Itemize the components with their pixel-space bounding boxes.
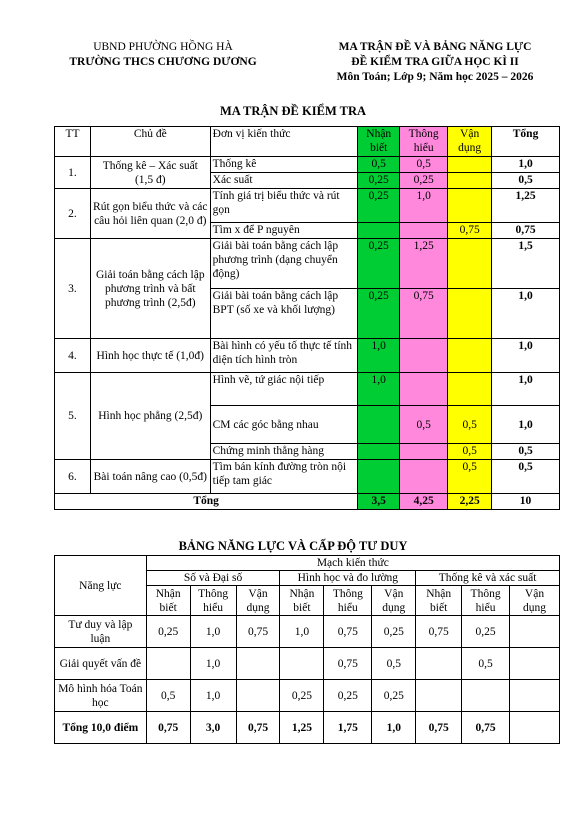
apply-value: [448, 173, 492, 189]
total-recognize: 3,5: [358, 494, 400, 510]
cell-value: 0,25: [280, 680, 324, 712]
table-row: [55, 648, 560, 680]
apply-value: [448, 339, 492, 373]
cell-value: [280, 648, 324, 680]
cell-value: 0,5: [372, 648, 416, 680]
level-header: Vận dụng: [372, 586, 416, 616]
row-total: 0,5: [492, 460, 560, 494]
cell-value: [146, 648, 190, 680]
recognize-value: 0,25: [358, 173, 400, 189]
cell-value: 1,0: [190, 648, 236, 680]
competency-name: Tư duy và lập luận: [55, 616, 147, 648]
apply-value: 0,5: [448, 460, 492, 494]
table-header-row: [55, 127, 560, 157]
row-total: 1,0: [492, 373, 560, 406]
matrix-title: MA TRẬN ĐỀ KIỂM TRA: [219, 104, 367, 118]
doc-title: MA TRẬN ĐỀ VÀ BẢNG NĂNG LỰC: [338, 41, 532, 53]
understand-value: 0,5: [400, 406, 448, 444]
cell-value: 1,0: [190, 680, 236, 712]
apply-value: [448, 189, 492, 223]
knowledge-unit: Thống kê: [210, 157, 358, 173]
cell-value: 0,75: [462, 712, 510, 744]
totals-label: Tổng: [55, 494, 358, 510]
understand-value: 1,25: [400, 239, 448, 289]
group-header: Thống kê và xác suất: [416, 571, 560, 586]
topic-number: 2.: [55, 189, 91, 239]
table-row: [55, 339, 560, 373]
cell-value: [510, 712, 560, 744]
knowledge-unit: CM các góc bằng nhau: [210, 406, 358, 444]
topic-number: 3.: [55, 239, 91, 339]
row-total: 1,25: [492, 189, 560, 223]
row-total: 0,75: [492, 223, 560, 239]
recognize-value: 1,0: [358, 373, 400, 406]
row-total: 1,0: [492, 289, 560, 339]
topic-number: 1.: [55, 157, 91, 189]
row-total: 1,0: [492, 157, 560, 173]
topic-name: Giải toán bằng cách lập phương trình và bất phương trình (2,5đ): [90, 239, 210, 339]
competency-total-label: Tổng 10,0 điểm: [55, 712, 147, 744]
cell-value: [416, 648, 462, 680]
understand-value: 0,75: [400, 289, 448, 339]
understand-value: [400, 223, 448, 239]
understand-value: [400, 460, 448, 494]
cell-value: [462, 680, 510, 712]
cell-value: 0,75: [416, 712, 462, 744]
apply-value: [448, 289, 492, 339]
competency-table: [54, 555, 560, 744]
school-header: [48, 40, 278, 70]
understand-value: [400, 444, 448, 460]
recognize-value: 0,25: [358, 289, 400, 339]
understand-value: [400, 373, 448, 406]
cell-value: 1,0: [280, 616, 324, 648]
cell-value: 0,75: [416, 616, 462, 648]
cell-value: [510, 616, 560, 648]
recognize-value: 1,0: [358, 339, 400, 373]
table-row: [55, 616, 560, 648]
level-header: Thông hiểu: [190, 586, 236, 616]
ward-name: UBND PHƯỜNG HỒNG HÀ: [93, 41, 233, 53]
table-row: [55, 157, 560, 173]
recognize-value: [358, 460, 400, 494]
header-unit: Đơn vị kiến thức: [210, 127, 358, 157]
cell-value: [236, 680, 280, 712]
level-header: Thông hiểu: [324, 586, 372, 616]
recognize-value: 0,25: [358, 239, 400, 289]
knowledge-unit: Giải bài toán bằng cách lập BPT (số xe và khối lượng): [210, 289, 358, 339]
cell-value: 1,75: [324, 712, 372, 744]
row-total: 1,0: [492, 339, 560, 373]
cell-value: 0,5: [146, 680, 190, 712]
cell-value: 0,25: [372, 680, 416, 712]
competency-title: BẢNG NĂNG LỰC VÀ CẤP ĐỘ TƯ DUY: [178, 539, 408, 553]
topic-name: Hình học phẳng (2,5đ): [90, 373, 210, 460]
header-topic: Chủ đề: [90, 127, 210, 157]
row-total: 0,5: [492, 173, 560, 189]
apply-value: [448, 373, 492, 406]
understand-value: [400, 339, 448, 373]
row-total: 0,5: [492, 444, 560, 460]
cell-value: 0,25: [324, 680, 372, 712]
table-row: [55, 460, 560, 494]
row-total: 1,5: [492, 239, 560, 289]
header-total: Tổng: [492, 127, 560, 157]
recognize-value: [358, 406, 400, 444]
topic-name: Rút gọn biểu thức và các câu hỏi liên quan (2,0 đ): [90, 189, 210, 239]
knowledge-unit: Giải bài toán bằng cách lập phương trình (dạng chuyển động): [210, 239, 358, 289]
knowledge-unit: Bài hình có yếu tố thực tế tính diện tích hình tròn: [210, 339, 358, 373]
row-total: 1,0: [492, 406, 560, 444]
level-header: Vận dụng: [236, 586, 280, 616]
total-understand: 4,25: [400, 494, 448, 510]
cell-value: 0,25: [372, 616, 416, 648]
cell-value: 1,25: [280, 712, 324, 744]
cell-value: 0,75: [324, 616, 372, 648]
cell-value: [510, 648, 560, 680]
cell-value: 0,75: [146, 712, 190, 744]
level-header: Vận dụng: [510, 586, 560, 616]
cell-value: 1,0: [372, 712, 416, 744]
cell-value: [416, 680, 462, 712]
group-header: Hình học và đo lường: [280, 571, 416, 586]
totals-row: [55, 712, 560, 744]
competency-name: Giải quyết vấn đề: [55, 648, 147, 680]
knowledge-unit: Chứng minh thẳng hàng: [210, 444, 358, 460]
table-header-row: [55, 556, 560, 571]
apply-value: [448, 157, 492, 173]
header-mach: Mạch kiến thức: [146, 556, 559, 571]
table-row: [55, 189, 560, 223]
apply-value: 0,5: [448, 406, 492, 444]
level-header: Nhận biết: [146, 586, 190, 616]
cell-value: 1,0: [190, 616, 236, 648]
topic-name: Hình học thực tế (1,0đ): [90, 339, 210, 373]
understand-value: 1,0: [400, 189, 448, 223]
table-row: [55, 680, 560, 712]
cell-value: 0,25: [146, 616, 190, 648]
cell-value: 0,25: [462, 616, 510, 648]
knowledge-unit: Hình vẽ, tứ giác nội tiếp: [210, 373, 358, 406]
exam-name: ĐỀ KIỂM TRA GIỮA HỌC KÌ II: [351, 56, 519, 68]
knowledge-unit: Xác suất: [210, 173, 358, 189]
cell-value: [236, 648, 280, 680]
cell-value: [510, 680, 560, 712]
cell-value: 3,0: [190, 712, 236, 744]
total-apply: 2,25: [448, 494, 492, 510]
school-name: TRƯỜNG THCS CHƯƠNG DƯƠNG: [69, 56, 257, 68]
subject-line: Môn Toán; Lớp 9; Năm học 2025 – 2026: [336, 71, 534, 83]
topic-number: 6.: [55, 460, 91, 494]
header-apply: Vận dụng: [448, 127, 492, 157]
group-header: Số và Đại số: [146, 571, 280, 586]
cell-value: 0,75: [236, 712, 280, 744]
table-row: [55, 239, 560, 289]
header-recognize: Nhận biết: [358, 127, 400, 157]
cell-value: 0,5: [462, 648, 510, 680]
understand-value: 0,5: [400, 157, 448, 173]
grand-total: 10: [492, 494, 560, 510]
knowledge-unit: Tìm x để P nguyên: [210, 223, 358, 239]
topic-name: Bài toán nâng cao (0,5đ): [90, 460, 210, 494]
level-header: Nhận biết: [280, 586, 324, 616]
topic-number: 5.: [55, 373, 91, 460]
table-row: [55, 373, 560, 406]
level-header: Nhận biết: [416, 586, 462, 616]
topic-number: 4.: [55, 339, 91, 373]
competency-name: Mô hình hóa Toán học: [55, 680, 147, 712]
knowledge-unit: Tính giá trị biểu thức và rút gọn: [210, 189, 358, 223]
exam-matrix-table: [54, 126, 560, 510]
understand-value: 0,25: [400, 173, 448, 189]
recognize-value: [358, 223, 400, 239]
apply-value: 0,75: [448, 223, 492, 239]
document-header: [300, 40, 570, 85]
totals-row: [55, 494, 560, 510]
cell-value: 0,75: [324, 648, 372, 680]
header-understand: Thông hiểu: [400, 127, 448, 157]
topic-name: Thống kê – Xác suất (1,5 đ): [90, 157, 210, 189]
recognize-value: 0,25: [358, 189, 400, 223]
apply-value: [448, 239, 492, 289]
recognize-value: [358, 444, 400, 460]
apply-value: 0,5: [448, 444, 492, 460]
knowledge-unit: Tìm bán kính đường tròn nội tiếp tam giác: [210, 460, 358, 494]
level-header: Thông hiểu: [462, 586, 510, 616]
header-nangluc: Năng lực: [55, 556, 147, 616]
header-tt: TT: [55, 127, 91, 157]
cell-value: 0,75: [236, 616, 280, 648]
recognize-value: 0,5: [358, 157, 400, 173]
